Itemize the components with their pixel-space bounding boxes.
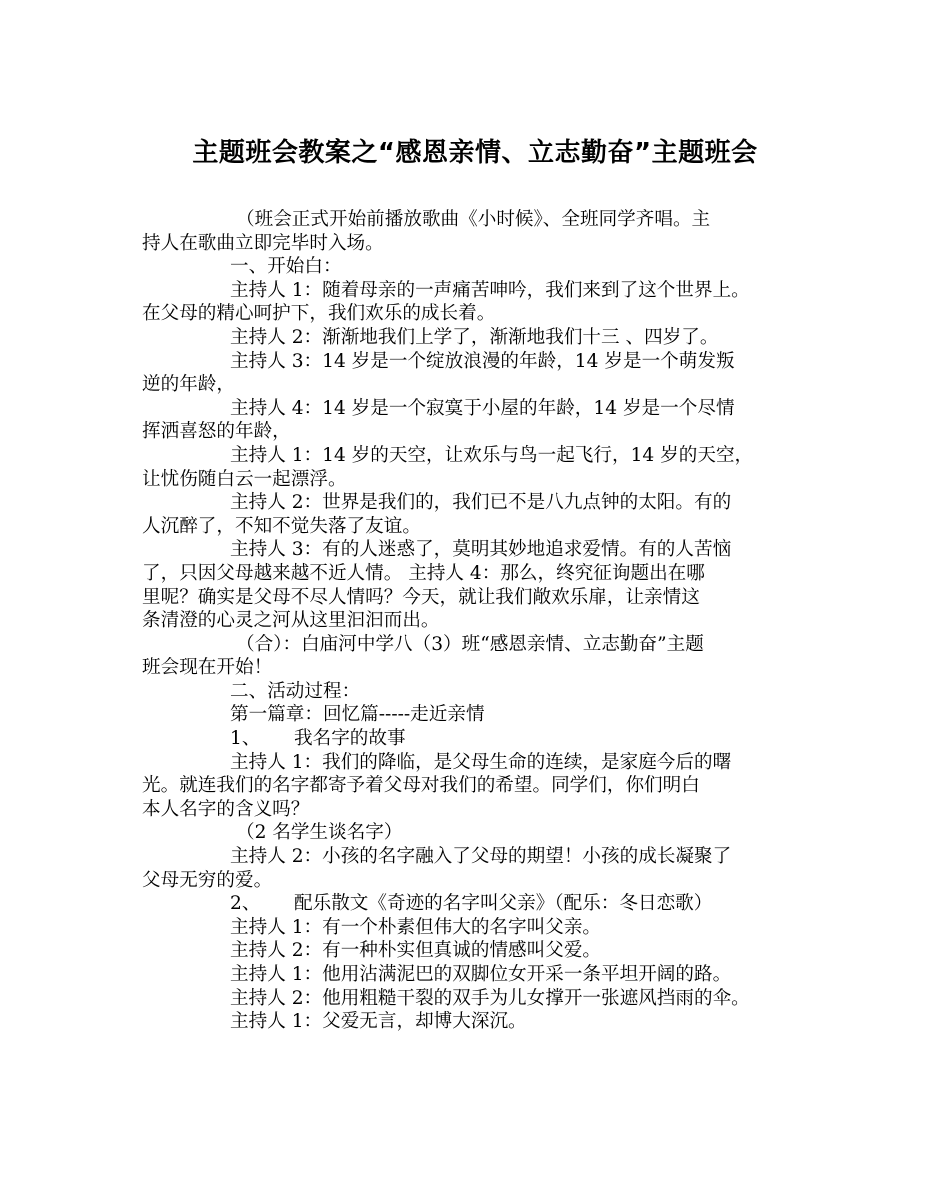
text-line: [142, 845, 832, 869]
line-text: 主持人 2：他用粗糙干裂的双手为儿女撑开一张遮风挡雨的伞。: [230, 987, 750, 1009]
text-line: [142, 326, 832, 350]
line-text: （合）：白庙河中学八（3）班“感恩亲情、立志勤奋”主题: [236, 633, 704, 655]
text-line: [142, 774, 832, 798]
document-body: [142, 208, 832, 1034]
line-text: 本人名字的含义吗？: [142, 798, 310, 820]
text-line: [142, 1010, 832, 1034]
line-text: 主持人 1：14 岁的天空，让欢乐与鸟一起飞行，14 岁的天空，: [230, 444, 754, 466]
line-text: 让忧伤随白云一起漂浮。: [142, 468, 347, 490]
line-text: 主持人 1：他用沾满泥巴的双脚位女开采一条平坦开阔的路。: [230, 964, 732, 985]
text-line: [142, 821, 832, 845]
line-text: 主持人 3：14 岁是一个绽放浪漫的年龄，14 岁是一个萌发叛: [230, 350, 735, 372]
line-text: 主持人 2：有一种朴实但真诚的情感叫父爱。: [230, 940, 602, 962]
text-line: [142, 468, 832, 492]
line-text: 在父母的精心呵护下，我们欢乐的成长着。: [142, 303, 496, 325]
text-line: [142, 397, 832, 421]
line-text: 持人在歌曲立即完毕时入场。: [142, 232, 384, 254]
line-text: 我名字的故事: [294, 728, 406, 750]
line-text: 挥洒喜怒的年龄，: [142, 421, 291, 443]
text-line: [142, 939, 832, 963]
text-line: [142, 798, 832, 822]
line-text: 了，只因父母越来越不近人情。 主持人 4：那么，终究征询题出在哪: [142, 562, 705, 584]
line-text: 一、开始白：: [230, 256, 342, 278]
line-text: 主持人 3：有的人迷惑了，莫明其妙地追求爱情。有的人苦恼: [230, 539, 732, 561]
text-line: [142, 727, 832, 751]
text-line: [142, 515, 832, 539]
text-line: [142, 963, 832, 987]
text-line: [142, 373, 832, 397]
text-line: [142, 232, 832, 256]
line-text: 主持人 1：父爱无言，却博大深沉。: [230, 1011, 527, 1033]
text-line: [142, 302, 832, 326]
list-number: 1、: [230, 728, 261, 750]
text-line: [142, 916, 832, 940]
line-text: 里呢？确实是父母不尽人情吗？今天，就让我们敞欢乐扉，让亲情这: [142, 586, 700, 608]
text-line: [142, 586, 832, 610]
line-text: 主持人 1：我们的降临，是父母生命的连续，是家庭今后的曙: [230, 751, 732, 773]
text-line: [142, 680, 832, 704]
line-text: 逆的年龄，: [142, 374, 235, 396]
line-text: 主持人 2：渐渐地我们上学了，渐渐地我们十三 、四岁了。: [230, 326, 719, 348]
line-text: （班会正式开始前播放歌曲《小时候》、全班同学齐唱。主: [236, 209, 711, 230]
line-text: 主持人 2：小孩的名字融入了父母的期望！小孩的成长凝聚了: [230, 846, 732, 868]
text-line: [142, 869, 832, 893]
text-line: [142, 255, 832, 279]
line-text: 第一篇章：回忆篇-----走近亲情: [230, 704, 485, 726]
text-line: [142, 562, 832, 586]
text-line: [142, 208, 832, 232]
text-line: [142, 609, 832, 633]
text-line: [142, 491, 832, 515]
text-line: [142, 987, 832, 1011]
text-line: [142, 279, 832, 303]
text-line: [142, 892, 832, 916]
line-text: 班会现在开始！: [142, 657, 273, 679]
line-text: 光。就连我们的名字都寄予着父母对我们的希望。同学们，你们明白: [142, 775, 700, 797]
text-line: [142, 751, 832, 775]
text-line: [142, 350, 832, 374]
line-text: （2 名学生谈名字）: [236, 822, 403, 844]
line-text: 主持人 2：世界是我们的，我们已不是八九点钟的太阳。有的: [230, 492, 732, 514]
line-text: 二、活动过程：: [230, 680, 361, 702]
line-text: 主持人 1：随着母亲的一声痛苦呻吟，我们来到了这个世界上。: [230, 279, 750, 301]
text-line: [142, 633, 832, 657]
text-line: [142, 538, 832, 562]
text-line: [142, 420, 832, 444]
text-line: [142, 703, 832, 727]
text-line: [142, 656, 832, 680]
line-text: 父母无穷的爱。: [142, 869, 273, 891]
document-title: 主题班会教案之“感恩亲情、立志勤奋”主题班会: [192, 138, 758, 168]
line-text: 人沉醉了，不知不觉失落了友谊。: [142, 515, 421, 537]
line-text: 主持人 4：14 岁是一个寂寞于小屋的年龄，14 岁是一个尽情: [230, 397, 735, 419]
line-text: 主持人 1：有一个朴素但伟大的名字叫父亲。: [230, 916, 602, 938]
line-text: 配乐散文《奇迹的名字叫父亲》（配乐：冬日恋歌）: [294, 893, 713, 915]
line-text: 条清澄的心灵之河从这里汩汩而出。: [142, 610, 440, 632]
text-line: [142, 444, 832, 468]
list-number: 2、: [230, 893, 261, 915]
